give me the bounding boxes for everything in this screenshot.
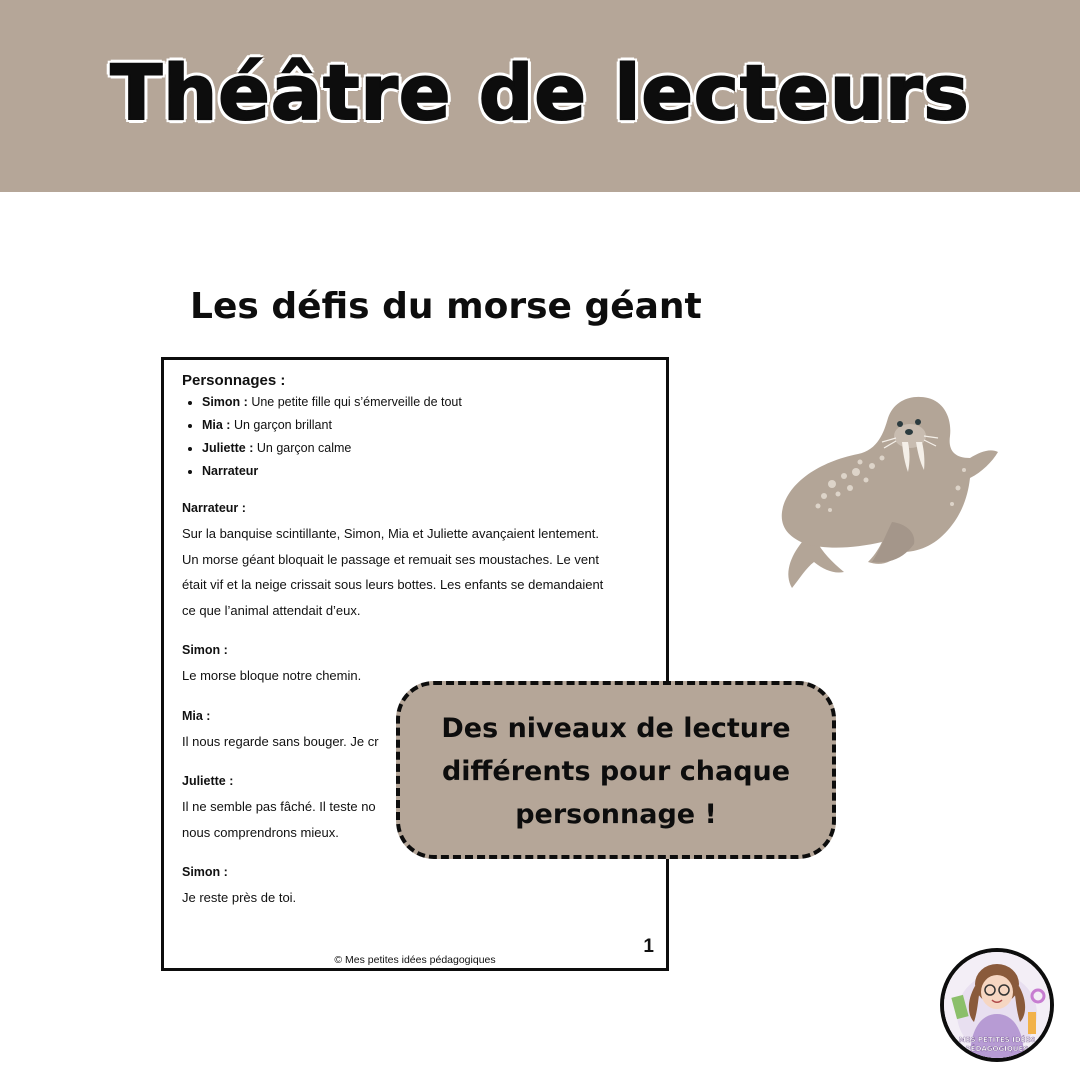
character-name: Juliette : xyxy=(202,441,254,455)
dialogue-line: était vif et la neige crissait sous leurs bottes. Les enfants se demandaient xyxy=(182,577,604,592)
dialogue-line: nous comprendrons mieux. xyxy=(182,824,339,840)
logo-text-line: MES PETITES IDÉES xyxy=(958,1036,1036,1044)
character-desc: Un garçon brillant xyxy=(230,418,332,432)
character-name: Mia : xyxy=(202,418,231,432)
logo-text-line: PÉDAGOGIQUES xyxy=(965,1045,1029,1053)
page-number: 1 xyxy=(643,936,654,957)
speaker-label: Mia : xyxy=(182,708,211,723)
walrus-illustration-icon xyxy=(772,392,1004,592)
dialogue-line: Il nous regarde sans bouger. Je cr xyxy=(182,733,379,749)
dialogue-line: Sur la banquise scintillante, Simon, Mia et Juliette avançaient lentement. xyxy=(182,526,599,541)
dialogue-line: ce que l’animal attendait d’eux. xyxy=(182,602,361,618)
speaker-label: Juliette : xyxy=(182,774,234,788)
character-desc: Un garçon calme xyxy=(253,441,352,455)
list-item xyxy=(202,418,650,433)
speaker-label: Simon : xyxy=(182,865,228,879)
character-desc: Une petite fille qui s’émerveille de tout xyxy=(247,395,462,409)
brand-logo xyxy=(940,948,1054,1062)
list-item xyxy=(202,441,650,456)
characters-list xyxy=(182,395,650,479)
character-name: Simon : xyxy=(202,395,248,409)
script-title: Les défis du morse géant xyxy=(190,286,702,327)
list-item xyxy=(202,395,650,410)
characters-heading: Personnages : xyxy=(182,372,286,389)
script-page-preview xyxy=(161,357,669,971)
logo-text xyxy=(944,1036,1050,1054)
callout-text: Des niveaux de lecture différents pour chaque personnage ! xyxy=(441,713,791,830)
dialogue-line: Un morse géant bloquait le passage et remuait ses moustaches. Le vent xyxy=(182,551,599,567)
dialogue-line: Il ne semble pas fâché. Il teste no xyxy=(182,799,376,814)
list-item xyxy=(202,464,650,479)
character-name: Narrateur xyxy=(202,464,259,478)
speaker-label: Simon : xyxy=(182,643,228,657)
header-banner xyxy=(0,0,1080,192)
dialogue-line: Le morse bloque notre chemin. xyxy=(182,668,362,683)
dialogue-line: Je reste près de toi. xyxy=(182,890,297,905)
feature-callout xyxy=(396,681,836,859)
copyright-footer: © Mes petites idées pédagogiques xyxy=(334,954,496,966)
speaker-label: Narrateur : xyxy=(182,501,246,515)
page-title: Théâtre de lecteurs xyxy=(110,48,970,137)
